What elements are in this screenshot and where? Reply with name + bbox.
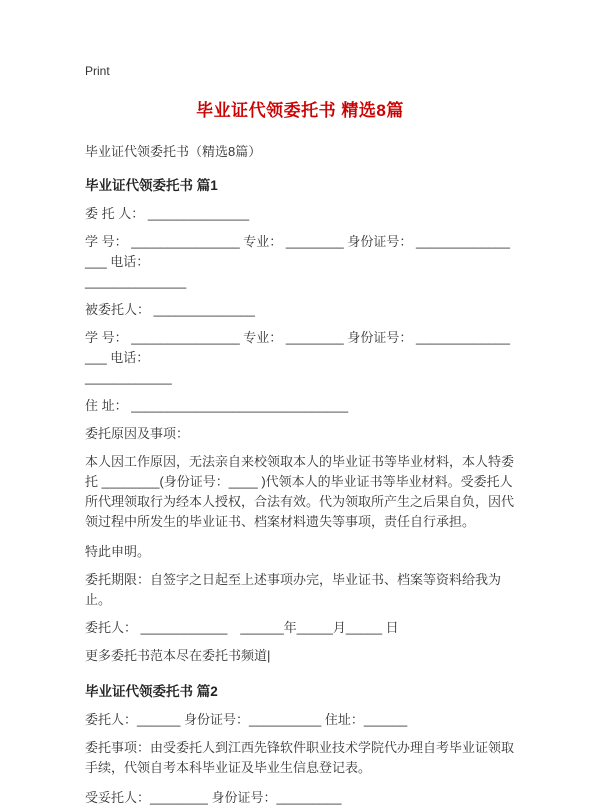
phone-blank-line: ______________ — [85, 274, 187, 289]
more-templates-line: 更多委托书范本尽在委托书频道| — [85, 648, 271, 663]
doc-intro: 毕业证代领委托书（精选8篇） — [85, 144, 262, 159]
term-line: 委托期限：自签字之日起至上述事项办完，毕业证书、档案等资料给我为止。 — [85, 572, 502, 607]
page-title: 毕业证代领委托书 精选8篇 — [196, 101, 404, 120]
entrustor-line: 委 托 人： ______________ — [85, 206, 250, 221]
section-2-heading: 毕业证代领委托书 篇2 — [85, 684, 218, 699]
signature-date-line: 委托人： ____________ ______年_____月_____ 日 — [85, 620, 399, 635]
trustee-info-line: 学 号： _______________ 专业： ________ 身份证号： ________________ 电话： — [85, 330, 510, 365]
trustee-phone-blank-line: ____________ — [85, 370, 172, 385]
entrustor-id-address-line: 委托人：______ 身份证号：__________ 住址：______ — [85, 712, 408, 727]
trustee-id-line: 受妥托人：________ 身份证号：_________ — [85, 790, 342, 805]
student-info-line: 学 号： _______________ 专业： ________ 身份证号： ________________ 电话： — [85, 234, 510, 269]
section-1-heading: 毕业证代领委托书 篇1 — [85, 178, 218, 193]
declaration-line: 特此申明。 — [85, 544, 151, 559]
reason-label-line: 委托原因及事项： — [85, 426, 190, 441]
address-line: 住 址： ______________________________ — [85, 398, 349, 413]
reason-paragraph: 本人因工作原因，无法亲自来校领取本人的毕业证书等毕业材料，本人特委托 ________(身份证号：____ )代领本人的毕业证书等毕业材料。受委托人所代理领取行为经本人授权，合法有效。代为领取所产生之后果自负，因代领过程中所发生的毕业证书、档案材料遗失等事项，责任自行承担。 — [85, 454, 515, 529]
entrust-matter-paragraph: 委托事项：由受委托人到江西先锋软件职业技术学院代办理自考毕业证领取手续，代领自考本科毕业证及毕业生信息登记表。 — [85, 740, 515, 775]
print-link[interactable]: Print — [85, 64, 110, 78]
trustee-line: 被委托人： ______________ — [85, 302, 255, 317]
